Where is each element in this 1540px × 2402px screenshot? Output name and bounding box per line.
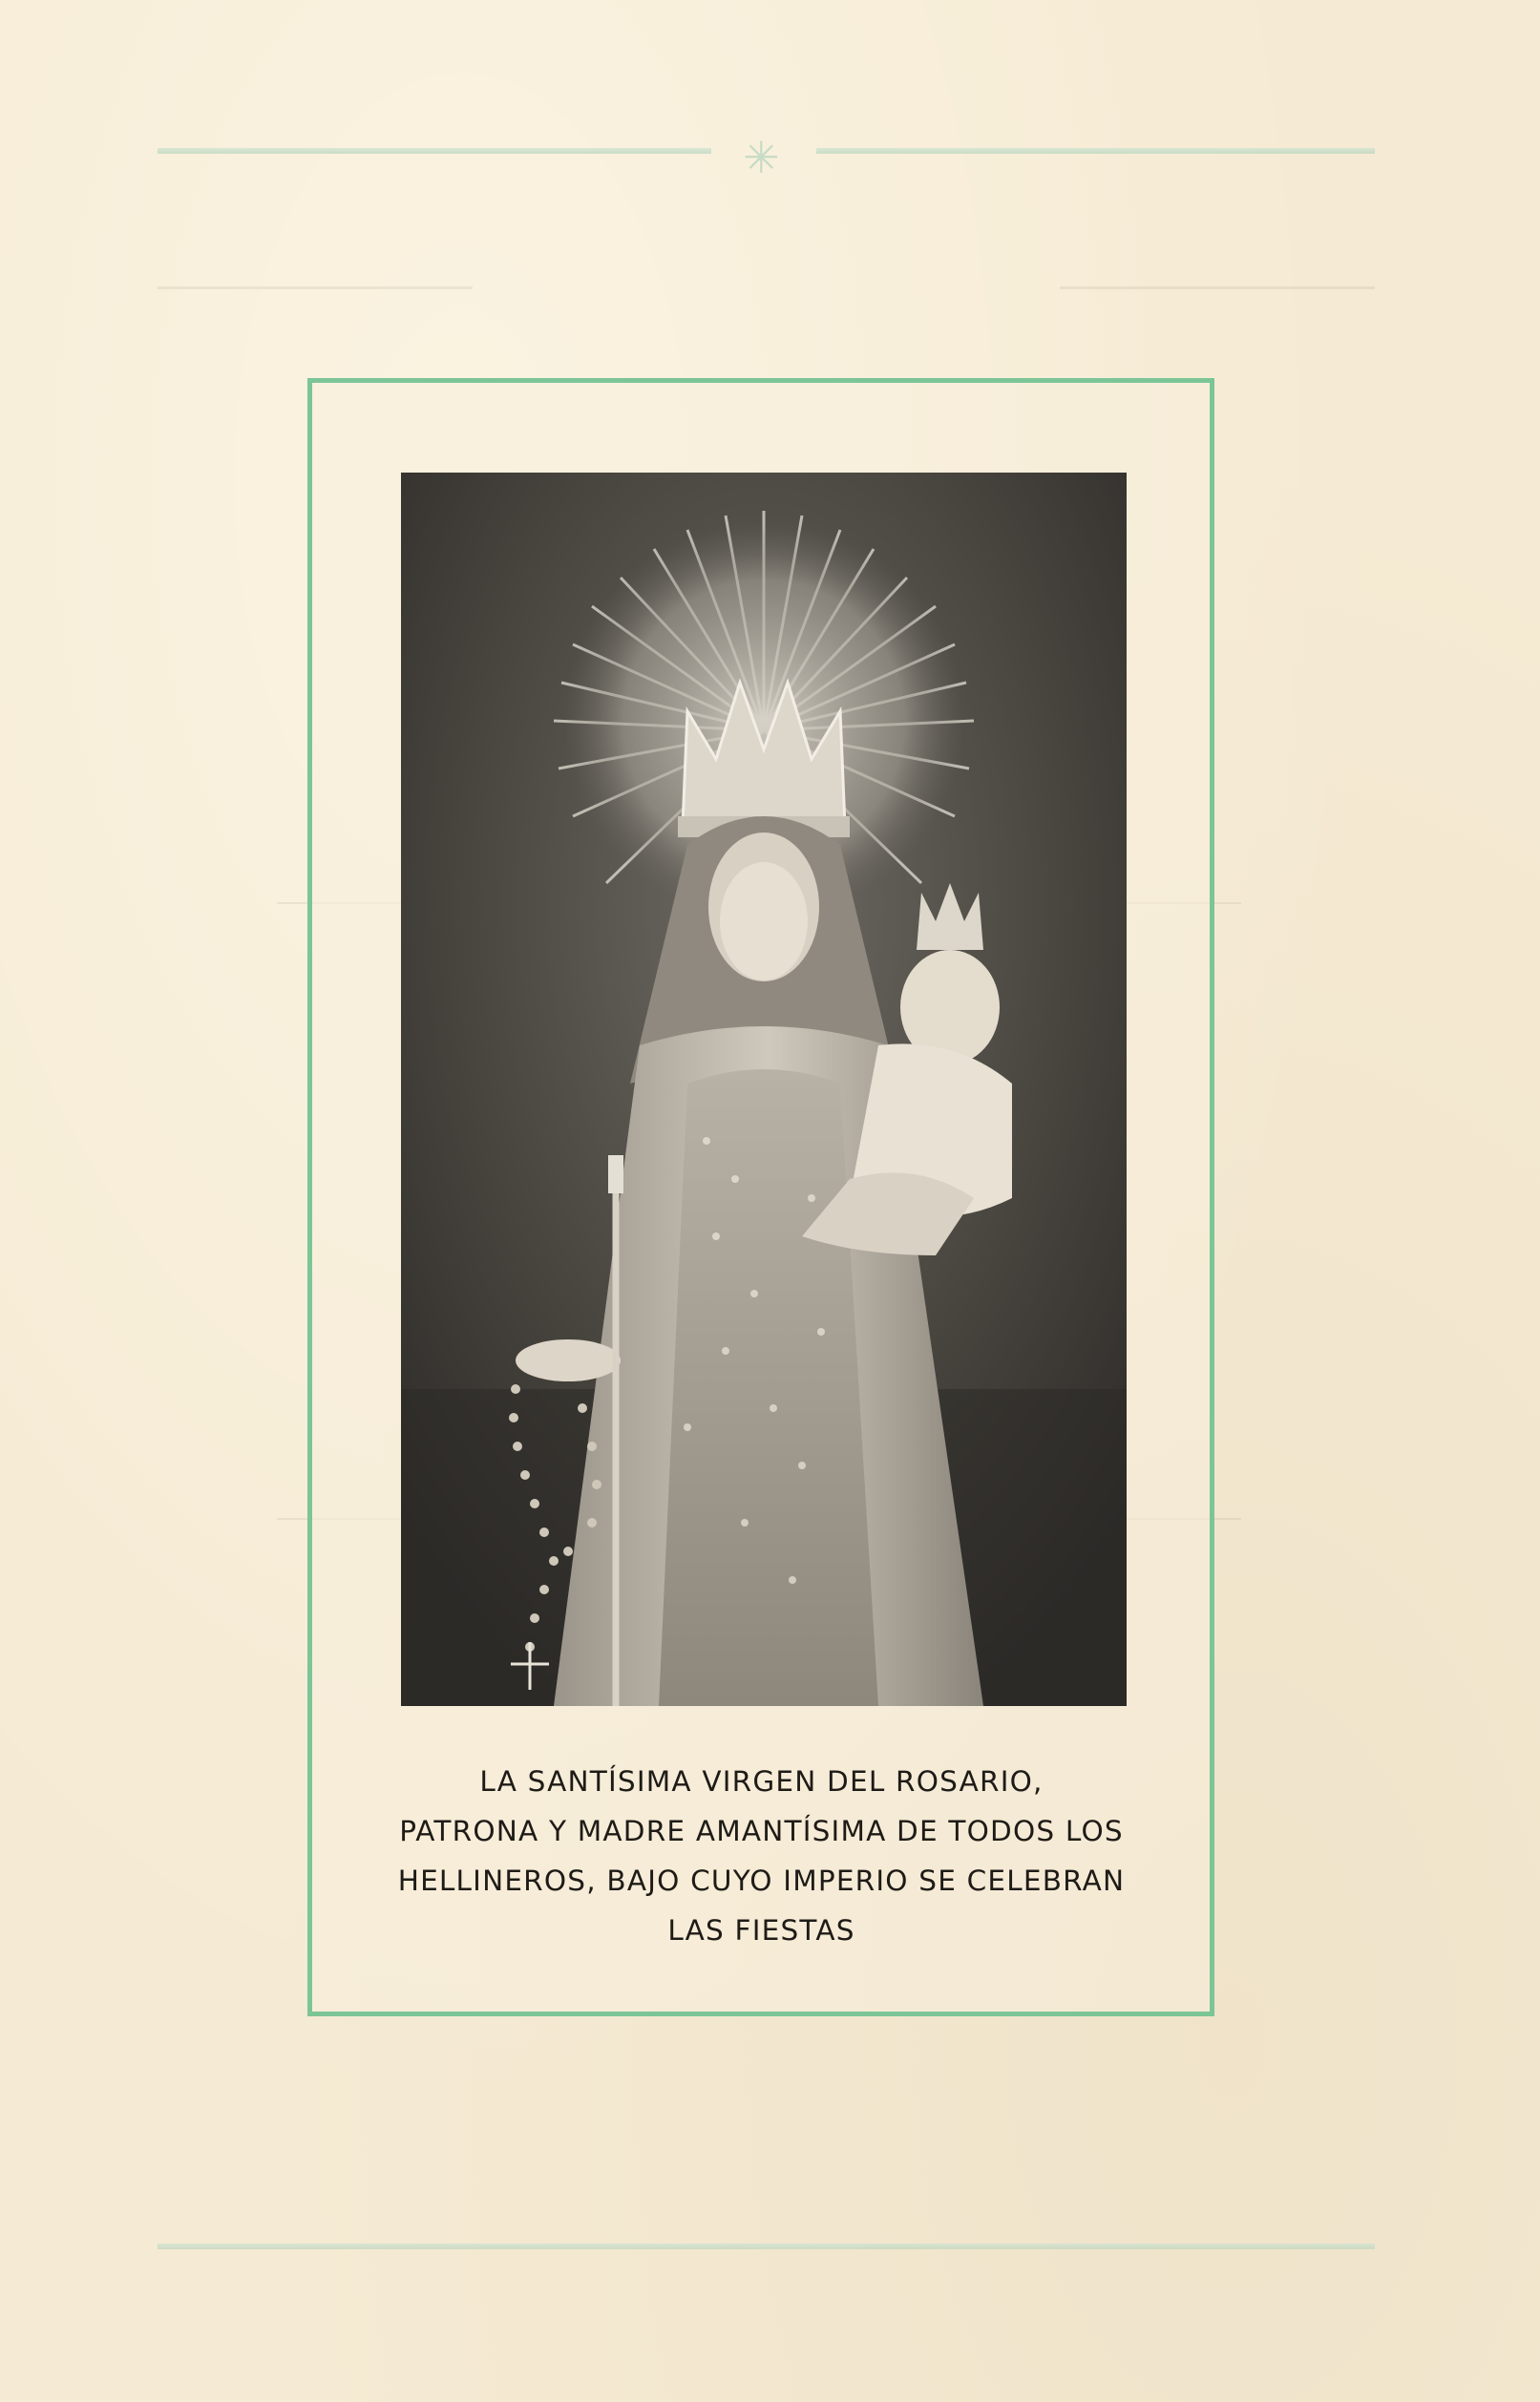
caption-line-1: LA SANTÍSIMA VIRGEN DEL ROSARIO,: [479, 1765, 1044, 1798]
caption-line-2: PATRONA Y MADRE AMANTÍSIMA DE TODOS LOS: [399, 1815, 1124, 1847]
asterisk-star-icon: ✳: [743, 132, 780, 183]
bottom-rule: [158, 2244, 1375, 2249]
bleed-through-line: [158, 286, 473, 289]
top-rule-left: [158, 148, 711, 154]
photo-caption: [325, 1757, 1198, 1955]
bleed-through-line: [1060, 286, 1375, 289]
top-rule-right: [816, 148, 1375, 154]
caption-line-3: HELLINEROS, BAJO CUYO IMPERIO SE CELEBRAN: [397, 1865, 1126, 1897]
caption-line-4: LAS FIESTAS: [667, 1914, 855, 1947]
virgin-statue-photo: [401, 473, 1127, 1706]
